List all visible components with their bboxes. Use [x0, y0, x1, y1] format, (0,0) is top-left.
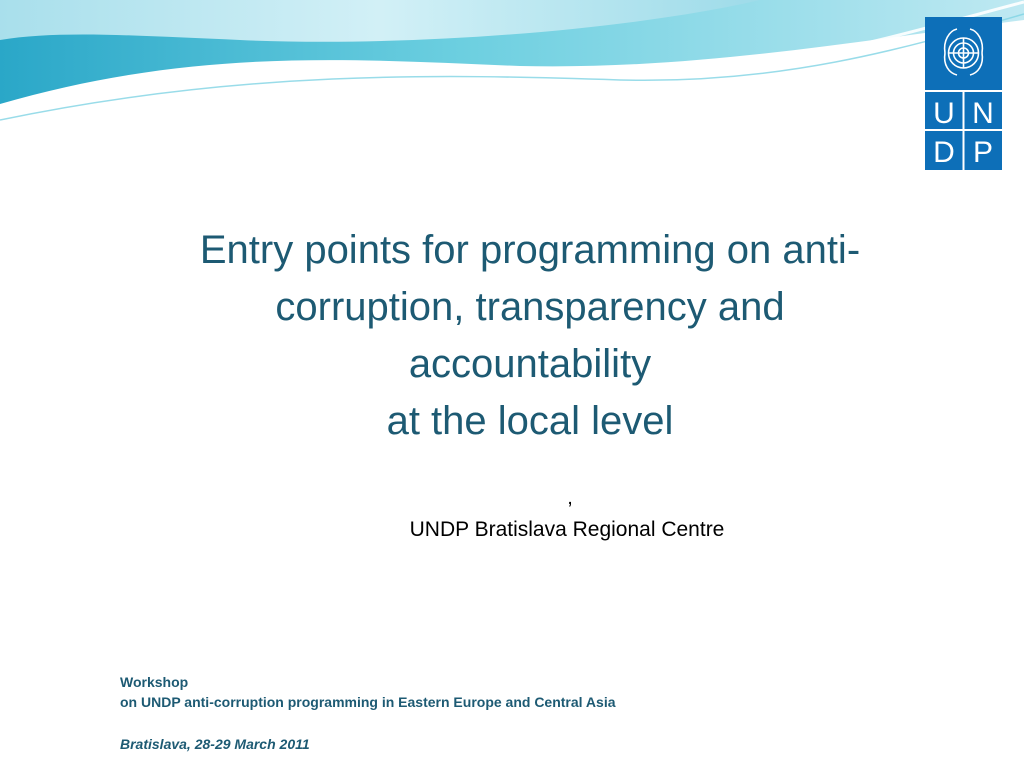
slide-subtitle: UNDP Bratislava Regional Centre [409, 518, 725, 541]
undp-logo [925, 17, 1002, 170]
decorative-wave-header [0, 0, 1024, 130]
title-line-2: corruption, transparency and [275, 285, 785, 329]
title-line-1: Entry points for programming on anti- [199, 228, 861, 272]
logo-letter-p: P [972, 136, 994, 169]
title-line-3: accountability [408, 342, 652, 386]
slide-title [130, 222, 930, 450]
footer-workshop: Workshop [120, 674, 189, 690]
logo-letter-n: N [972, 97, 994, 130]
footer-date: Bratislava, 28-29 March 2011 [120, 736, 310, 752]
slide-footer [120, 672, 880, 754]
footer-workshop-topic: on UNDP anti-corruption programming in Eastern Europe and Central Asia [120, 694, 616, 710]
logo-letter-d: D [933, 136, 955, 169]
logo-letter-u: U [933, 97, 955, 130]
stray-comma: , [567, 487, 573, 509]
title-line-4: at the local level [386, 399, 674, 443]
un-emblem-icon [945, 29, 983, 75]
